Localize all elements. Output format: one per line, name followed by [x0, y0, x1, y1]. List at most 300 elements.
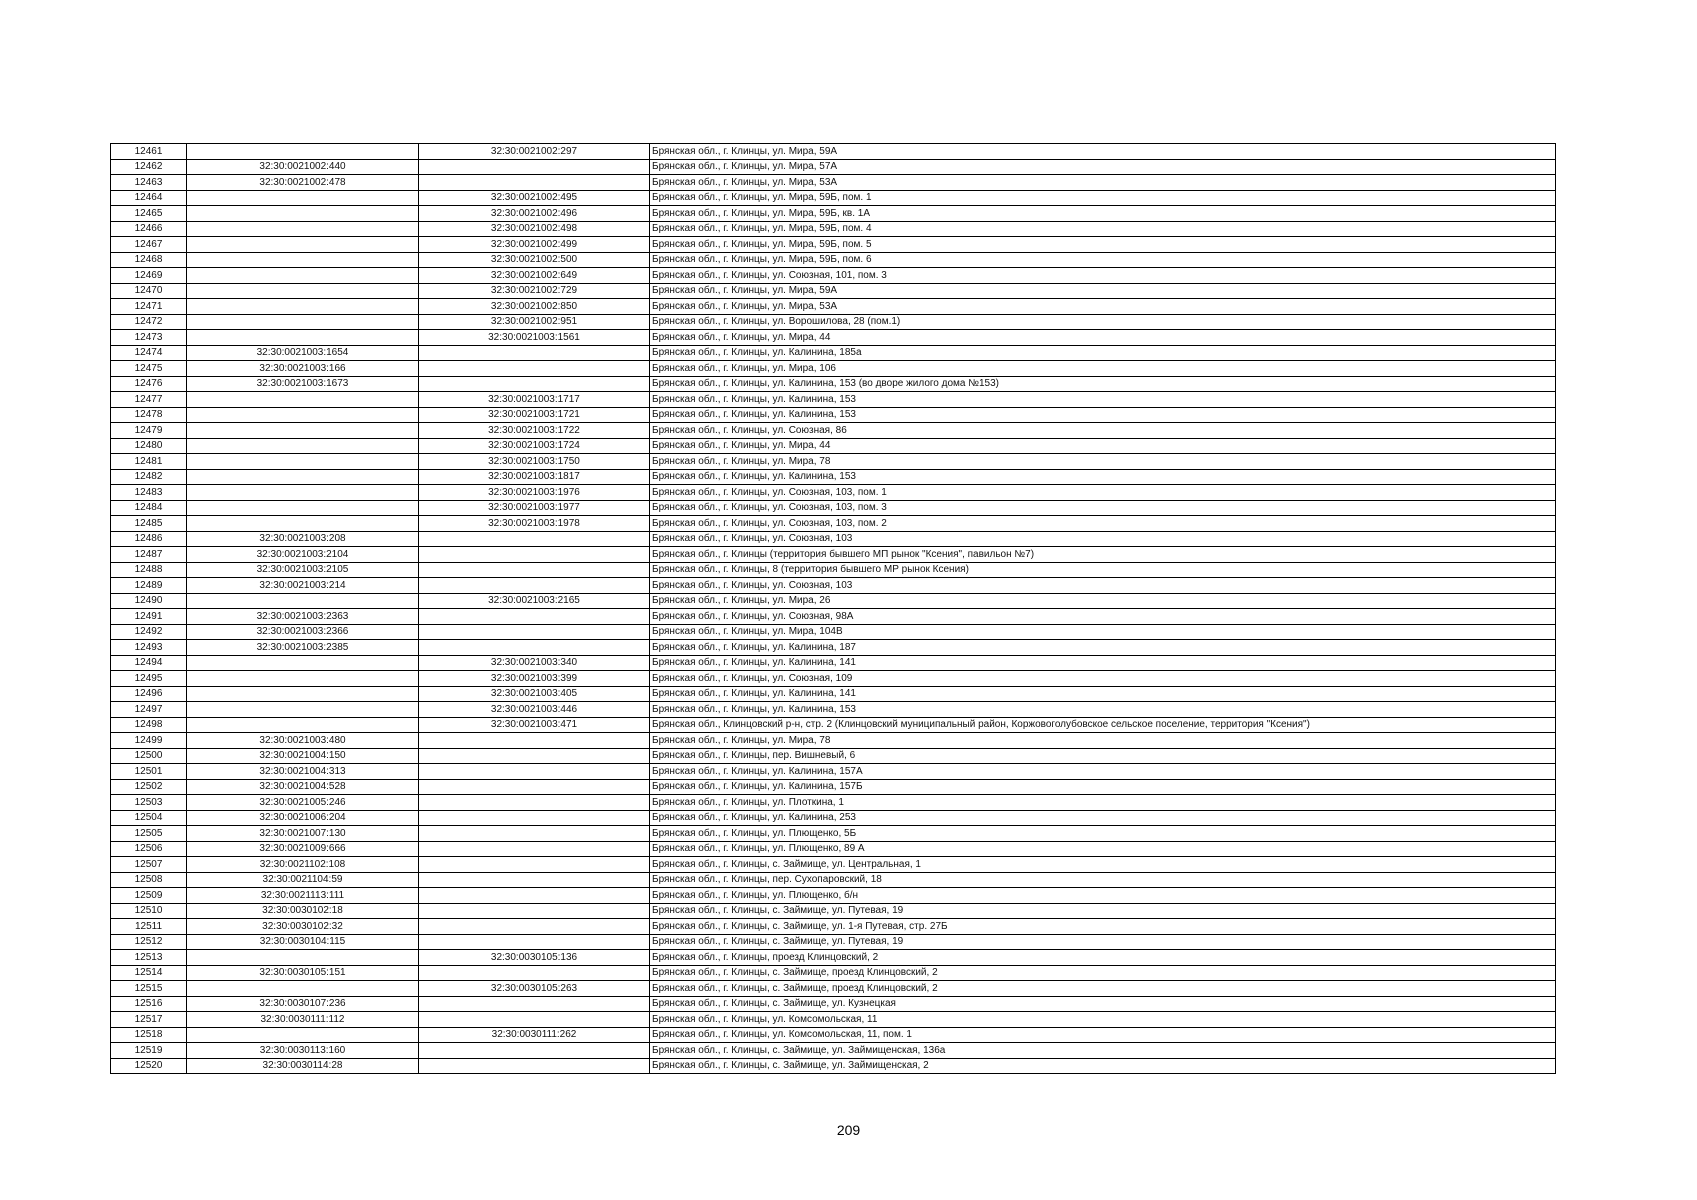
cadastral-number-alt-cell — [419, 562, 650, 578]
cadastral-number-alt-cell — [419, 965, 650, 981]
row-number-cell: 12481 — [111, 454, 187, 470]
row-number-cell: 12491 — [111, 609, 187, 625]
cadastral-number-alt-cell — [419, 748, 650, 764]
cadastral-number-alt-cell — [419, 826, 650, 842]
cadastral-number-alt-cell — [419, 609, 650, 625]
cadastral-number-cell: 32:30:0021004:528 — [187, 779, 419, 795]
cadastral-number-alt-cell — [419, 888, 650, 904]
cadastral-number-cell: 32:30:0021003:480 — [187, 733, 419, 749]
row-number-cell: 12503 — [111, 795, 187, 811]
table-row — [111, 671, 1556, 687]
cadastral-number-alt-cell: 32:30:0021002:498 — [419, 221, 650, 237]
table-row — [111, 345, 1556, 361]
address-cell: Брянская обл., г. Клинцы, ул. Мира, 104В — [650, 624, 1556, 640]
table-row — [111, 733, 1556, 749]
row-number-cell: 12505 — [111, 826, 187, 842]
cadastral-number-alt-cell — [419, 624, 650, 640]
cadastral-number-alt-cell: 32:30:0021003:1717 — [419, 392, 650, 408]
address-cell: Брянская обл., г. Клинцы, ул. Мира, 59А — [650, 144, 1556, 160]
cadastral-number-alt-cell — [419, 175, 650, 191]
cadastral-number-alt-cell — [419, 841, 650, 857]
row-number-cell: 12463 — [111, 175, 187, 191]
cadastral-number-alt-cell: 32:30:0021003:1817 — [419, 469, 650, 485]
address-cell: Брянская обл., г. Клинцы, ул. Мира, 59Б, пом. 4 — [650, 221, 1556, 237]
cadastral-number-alt-cell: 32:30:0021003:405 — [419, 686, 650, 702]
cadastral-number-alt-cell: 32:30:0021002:649 — [419, 268, 650, 284]
table-row — [111, 268, 1556, 284]
address-cell: Брянская обл., г. Клинцы (территория бывшего МП рынок "Ксения", павильон №7) — [650, 547, 1556, 563]
cadastral-number-cell: 32:30:0021003:2385 — [187, 640, 419, 656]
cadastral-number-cell: 32:30:0021005:246 — [187, 795, 419, 811]
cadastral-number-cell — [187, 702, 419, 718]
row-number-cell: 12520 — [111, 1058, 187, 1074]
address-cell: Брянская обл., г. Клинцы, ул. Союзная, 98А — [650, 609, 1556, 625]
cadastral-number-alt-cell: 32:30:0021002:729 — [419, 283, 650, 299]
row-number-cell: 12509 — [111, 888, 187, 904]
row-number-cell: 12484 — [111, 500, 187, 516]
cadastral-number-cell: 32:30:0021007:130 — [187, 826, 419, 842]
table-row — [111, 330, 1556, 346]
cadastral-number-cell: 32:30:0021104:59 — [187, 872, 419, 888]
cadastral-number-cell: 32:30:0021003:166 — [187, 361, 419, 377]
row-number-cell: 12466 — [111, 221, 187, 237]
cadastral-number-cell: 32:30:0021006:204 — [187, 810, 419, 826]
row-number-cell: 12471 — [111, 299, 187, 315]
cadastral-number-alt-cell — [419, 779, 650, 795]
cadastral-number-cell — [187, 330, 419, 346]
cadastral-number-alt-cell: 32:30:0021002:496 — [419, 206, 650, 222]
table-row — [111, 779, 1556, 795]
cadastral-number-cell — [187, 516, 419, 532]
cadastral-number-cell: 32:30:0021102:108 — [187, 857, 419, 873]
address-cell: Брянская обл., г. Клинцы, ул. Мира, 59Б, пом. 6 — [650, 252, 1556, 268]
cadastral-number-cell — [187, 268, 419, 284]
address-cell: Брянская обл., г. Клинцы, ул. Калинина, 141 — [650, 686, 1556, 702]
cadastral-number-cell — [187, 500, 419, 516]
table-row — [111, 407, 1556, 423]
cadastral-number-cell: 32:30:0021004:150 — [187, 748, 419, 764]
row-number-cell: 12499 — [111, 733, 187, 749]
row-number-cell: 12490 — [111, 593, 187, 609]
row-number-cell: 12514 — [111, 965, 187, 981]
row-number-cell: 12492 — [111, 624, 187, 640]
row-number-cell: 12469 — [111, 268, 187, 284]
table-row — [111, 919, 1556, 935]
cadastral-number-cell — [187, 407, 419, 423]
table-row — [111, 361, 1556, 377]
cadastral-number-cell: 32:30:0030111:112 — [187, 1012, 419, 1028]
cadastral-number-alt-cell: 32:30:0021003:1721 — [419, 407, 650, 423]
table-row — [111, 903, 1556, 919]
cadastral-number-cell — [187, 485, 419, 501]
cadastral-number-alt-cell: 32:30:0021003:1976 — [419, 485, 650, 501]
address-cell: Брянская обл., г. Клинцы, ул. Калинина, 187 — [650, 640, 1556, 656]
cadastral-number-alt-cell: 32:30:0021002:499 — [419, 237, 650, 253]
row-number-cell: 12502 — [111, 779, 187, 795]
table-row — [111, 299, 1556, 315]
address-cell: Брянская обл., г. Клинцы, с. Займище, проезд Клинцовский, 2 — [650, 981, 1556, 997]
cadastral-number-cell: 32:30:0021003:2105 — [187, 562, 419, 578]
cadastral-number-cell: 32:30:0021113:111 — [187, 888, 419, 904]
row-number-cell: 12478 — [111, 407, 187, 423]
address-cell: Брянская обл., г. Клинцы, ул. Мира, 57А — [650, 159, 1556, 175]
table-row — [111, 888, 1556, 904]
row-number-cell: 12477 — [111, 392, 187, 408]
table-row — [111, 516, 1556, 532]
cadastral-number-alt-cell: 32:30:0021002:495 — [419, 190, 650, 206]
cadastral-number-cell — [187, 1027, 419, 1043]
address-cell: Брянская обл., г. Клинцы, ул. Мира, 44 — [650, 330, 1556, 346]
cadastral-number-alt-cell — [419, 1058, 650, 1074]
table-row — [111, 392, 1556, 408]
address-cell: Брянская обл., г. Клинцы, ул. Калинина, 185а — [650, 345, 1556, 361]
address-cell: Брянская обл., г. Клинцы, ул. Плющенко, 5Б — [650, 826, 1556, 842]
table-row — [111, 547, 1556, 563]
page-number: 209 — [836, 1122, 861, 1138]
cadastral-number-cell: 32:30:0021003:1673 — [187, 376, 419, 392]
cadastral-number-alt-cell: 32:30:0021003:1978 — [419, 516, 650, 532]
row-number-cell: 12511 — [111, 919, 187, 935]
cadastral-number-alt-cell — [419, 376, 650, 392]
table-row — [111, 748, 1556, 764]
row-number-cell: 12475 — [111, 361, 187, 377]
cadastral-number-alt-cell: 32:30:0021003:1750 — [419, 454, 650, 470]
table-row — [111, 841, 1556, 857]
row-number-cell: 12468 — [111, 252, 187, 268]
row-number-cell: 12512 — [111, 934, 187, 950]
address-cell: Брянская обл., г. Клинцы, проезд Клинцовский, 2 — [650, 950, 1556, 966]
cadastral-number-cell — [187, 438, 419, 454]
address-cell: Брянская обл., г. Клинцы, ул. Мира, 78 — [650, 454, 1556, 470]
address-cell: Брянская обл., г. Клинцы, с. Займище, ул. Займищенская, 2 — [650, 1058, 1556, 1074]
row-number-cell: 12496 — [111, 686, 187, 702]
address-cell: Брянская обл., г. Клинцы, ул. Ворошилова, 28 (пом.1) — [650, 314, 1556, 330]
row-number-cell: 12485 — [111, 516, 187, 532]
row-number-cell: 12498 — [111, 717, 187, 733]
cadastral-number-alt-cell: 32:30:0021003:446 — [419, 702, 650, 718]
cadastral-number-alt-cell — [419, 578, 650, 594]
row-number-cell: 12474 — [111, 345, 187, 361]
cadastral-number-alt-cell — [419, 547, 650, 563]
address-cell: Брянская обл., г. Клинцы, ул. Союзная, 103, пом. 2 — [650, 516, 1556, 532]
cadastral-number-alt-cell: 32:30:0021003:340 — [419, 655, 650, 671]
cadastral-number-alt-cell: 32:30:0021002:850 — [419, 299, 650, 315]
cadastral-number-cell: 32:30:0030102:18 — [187, 903, 419, 919]
address-cell: Брянская обл., г. Клинцы, ул. Союзная, 103, пом. 1 — [650, 485, 1556, 501]
table-row — [111, 1043, 1556, 1059]
table-row — [111, 454, 1556, 470]
address-cell: Брянская обл., г. Клинцы, ул. Мира, 26 — [650, 593, 1556, 609]
table-row — [111, 810, 1556, 826]
address-cell: Брянская обл., г. Клинцы, ул. Калинина, 157Б — [650, 779, 1556, 795]
address-cell: Брянская обл., г. Клинцы, ул. Калинина, 141 — [650, 655, 1556, 671]
cadastral-number-alt-cell: 32:30:0021002:951 — [419, 314, 650, 330]
cadastral-number-cell: 32:30:0021003:1654 — [187, 345, 419, 361]
table-row — [111, 655, 1556, 671]
address-cell: Брянская обл., г. Клинцы, ул. Плющенко, 89 А — [650, 841, 1556, 857]
table-row — [111, 221, 1556, 237]
table-row — [111, 624, 1556, 640]
cadastral-number-cell — [187, 206, 419, 222]
address-cell: Брянская обл., г. Клинцы, ул. Калинина, 153 — [650, 407, 1556, 423]
cadastral-number-cell — [187, 392, 419, 408]
address-cell: Брянская обл., г. Клинцы, ул. Мира, 44 — [650, 438, 1556, 454]
registry-table-body — [111, 144, 1556, 1074]
table-row — [111, 826, 1556, 842]
address-cell: Брянская обл., г. Клинцы, пер. Сухопаровский, 18 — [650, 872, 1556, 888]
table-row — [111, 237, 1556, 253]
address-cell: Брянская обл., г. Клинцы, ул. Мира, 53А — [650, 175, 1556, 191]
cadastral-number-cell: 32:30:0021003:2366 — [187, 624, 419, 640]
table-row — [111, 702, 1556, 718]
cadastral-number-cell — [187, 299, 419, 315]
table-row — [111, 376, 1556, 392]
address-cell: Брянская обл., г. Клинцы, 8 (территория бывшего МР рынок Ксения) — [650, 562, 1556, 578]
table-row — [111, 485, 1556, 501]
row-number-cell: 12472 — [111, 314, 187, 330]
cadastral-number-cell: 32:30:0021003:208 — [187, 531, 419, 547]
cadastral-number-cell: 32:30:0030114:28 — [187, 1058, 419, 1074]
cadastral-number-alt-cell — [419, 361, 650, 377]
address-cell: Брянская обл., г. Клинцы, с. Займище, проезд Клинцовский, 2 — [650, 965, 1556, 981]
row-number-cell: 12506 — [111, 841, 187, 857]
cadastral-number-cell — [187, 283, 419, 299]
address-cell: Брянская обл., г. Клинцы, ул. Калинина, 157А — [650, 764, 1556, 780]
cadastral-number-alt-cell — [419, 919, 650, 935]
address-cell: Брянская обл., г. Клинцы, пер. Вишневый, 6 — [650, 748, 1556, 764]
address-cell: Брянская обл., г. Клинцы, ул. Союзная, 103 — [650, 531, 1556, 547]
row-number-cell: 12507 — [111, 857, 187, 873]
address-cell: Брянская обл., г. Клинцы, с. Займище, ул. Кузнецкая — [650, 996, 1556, 1012]
cadastral-number-alt-cell — [419, 733, 650, 749]
row-number-cell: 12515 — [111, 981, 187, 997]
cadastral-number-alt-cell — [419, 857, 650, 873]
address-cell: Брянская обл., г. Клинцы, с. Займище, ул. 1-я Путевая, стр. 27Б — [650, 919, 1556, 935]
cadastral-number-cell — [187, 655, 419, 671]
table-row — [111, 965, 1556, 981]
cadastral-number-cell: 32:30:0021002:478 — [187, 175, 419, 191]
cadastral-number-alt-cell — [419, 1043, 650, 1059]
row-number-cell: 12516 — [111, 996, 187, 1012]
cadastral-number-alt-cell — [419, 903, 650, 919]
table-row — [111, 1027, 1556, 1043]
cadastral-number-cell: 32:30:0030102:32 — [187, 919, 419, 935]
cadastral-number-alt-cell: 32:30:0021003:399 — [419, 671, 650, 687]
table-row — [111, 190, 1556, 206]
address-cell: Брянская обл., г. Клинцы, ул. Плющенко, б/н — [650, 888, 1556, 904]
row-number-cell: 12482 — [111, 469, 187, 485]
address-cell: Брянская обл., г. Клинцы, ул. Плоткина, 1 — [650, 795, 1556, 811]
row-number-cell: 12519 — [111, 1043, 187, 1059]
cadastral-number-cell — [187, 717, 419, 733]
row-number-cell: 12487 — [111, 547, 187, 563]
cadastral-number-cell — [187, 314, 419, 330]
table-row — [111, 686, 1556, 702]
cadastral-number-alt-cell: 32:30:0021003:471 — [419, 717, 650, 733]
table-row — [111, 593, 1556, 609]
table-row — [111, 562, 1556, 578]
table-row — [111, 764, 1556, 780]
address-cell: Брянская обл., г. Клинцы, ул. Мира, 78 — [650, 733, 1556, 749]
table-row — [111, 438, 1556, 454]
cadastral-number-cell — [187, 144, 419, 160]
cadastral-number-cell — [187, 593, 419, 609]
cadastral-number-cell: 32:30:0021003:214 — [187, 578, 419, 594]
table-row — [111, 717, 1556, 733]
cadastral-number-cell — [187, 454, 419, 470]
cadastral-number-cell: 32:30:0030113:160 — [187, 1043, 419, 1059]
row-number-cell: 12518 — [111, 1027, 187, 1043]
cadastral-number-alt-cell — [419, 531, 650, 547]
row-number-cell: 12493 — [111, 640, 187, 656]
cadastral-number-alt-cell — [419, 934, 650, 950]
table-row — [111, 857, 1556, 873]
address-cell: Брянская обл., г. Клинцы, ул. Союзная, 86 — [650, 423, 1556, 439]
cadastral-number-cell — [187, 252, 419, 268]
address-cell: Брянская обл., г. Клинцы, ул. Мира, 53А — [650, 299, 1556, 315]
address-cell: Брянская обл., г. Клинцы, ул. Калинина, 153 — [650, 392, 1556, 408]
address-cell: Брянская обл., г. Клинцы, с. Займище, ул. Путевая, 19 — [650, 903, 1556, 919]
address-cell: Брянская обл., г. Клинцы, ул. Калинина, 253 — [650, 810, 1556, 826]
cadastral-number-alt-cell — [419, 810, 650, 826]
table-row — [111, 206, 1556, 222]
row-number-cell: 12486 — [111, 531, 187, 547]
table-row — [111, 795, 1556, 811]
cadastral-number-alt-cell: 32:30:0021002:297 — [419, 144, 650, 160]
table-row — [111, 996, 1556, 1012]
cadastral-number-alt-cell: 32:30:0021003:1977 — [419, 500, 650, 516]
address-cell: Брянская обл., г. Клинцы, ул. Калинина, 153 — [650, 702, 1556, 718]
cadastral-number-cell: 32:30:0021003:2104 — [187, 547, 419, 563]
table-row — [111, 981, 1556, 997]
cadastral-number-alt-cell: 32:30:0030105:263 — [419, 981, 650, 997]
table-row — [111, 872, 1556, 888]
address-cell: Брянская обл., г. Клинцы, ул. Калинина, 153 (во дворе жилого дома №153) — [650, 376, 1556, 392]
cadastral-number-cell — [187, 423, 419, 439]
row-number-cell: 12489 — [111, 578, 187, 594]
address-cell: Брянская обл., г. Клинцы, ул. Мира, 59Б, пом. 1 — [650, 190, 1556, 206]
row-number-cell: 12465 — [111, 206, 187, 222]
row-number-cell: 12497 — [111, 702, 187, 718]
table-row — [111, 252, 1556, 268]
cadastral-number-cell — [187, 221, 419, 237]
address-cell: Брянская обл., г. Клинцы, ул. Союзная, 103 — [650, 578, 1556, 594]
row-number-cell: 12480 — [111, 438, 187, 454]
cadastral-number-cell: 32:30:0021004:313 — [187, 764, 419, 780]
cadastral-number-alt-cell — [419, 159, 650, 175]
row-number-cell: 12476 — [111, 376, 187, 392]
address-cell: Брянская обл., г. Клинцы, ул. Союзная, 109 — [650, 671, 1556, 687]
address-cell: Брянская обл., г. Клинцы, ул. Мира, 59Б, кв. 1А — [650, 206, 1556, 222]
cadastral-number-alt-cell — [419, 345, 650, 361]
row-number-cell: 12510 — [111, 903, 187, 919]
table-row — [111, 283, 1556, 299]
row-number-cell: 12513 — [111, 950, 187, 966]
cadastral-number-alt-cell — [419, 996, 650, 1012]
row-number-cell: 12501 — [111, 764, 187, 780]
row-number-cell: 12508 — [111, 872, 187, 888]
cadastral-number-alt-cell: 32:30:0021003:1722 — [419, 423, 650, 439]
table-row — [111, 950, 1556, 966]
table-row — [111, 640, 1556, 656]
row-number-cell: 12464 — [111, 190, 187, 206]
cadastral-number-cell — [187, 190, 419, 206]
cadastral-number-cell — [187, 950, 419, 966]
address-cell: Брянская обл., г. Клинцы, ул. Калинина, 153 — [650, 469, 1556, 485]
address-cell: Брянская обл., Клинцовский р-н, стр. 2 (Клинцовский муниципальный район, Коржовоголубовское сельское поселение, территория "Ксения") — [650, 717, 1556, 733]
row-number-cell: 12479 — [111, 423, 187, 439]
cadastral-number-cell — [187, 469, 419, 485]
cadastral-number-alt-cell — [419, 764, 650, 780]
table-row — [111, 1012, 1556, 1028]
table-row — [111, 609, 1556, 625]
address-cell: Брянская обл., г. Клинцы, с. Займище, ул. Займищенская, 136а — [650, 1043, 1556, 1059]
cadastral-number-alt-cell: 32:30:0030105:136 — [419, 950, 650, 966]
cadastral-number-cell — [187, 686, 419, 702]
cadastral-number-alt-cell: 32:30:0021002:500 — [419, 252, 650, 268]
cadastral-number-cell — [187, 981, 419, 997]
address-cell: Брянская обл., г. Клинцы, ул. Мира, 59А — [650, 283, 1556, 299]
row-number-cell: 12500 — [111, 748, 187, 764]
address-cell: Брянская обл., г. Клинцы, ул. Комсомольская, 11 — [650, 1012, 1556, 1028]
row-number-cell: 12488 — [111, 562, 187, 578]
address-cell: Брянская обл., г. Клинцы, с. Займище, ул. Центральная, 1 — [650, 857, 1556, 873]
cadastral-number-cell: 32:30:0021003:2363 — [187, 609, 419, 625]
cadastral-number-cell — [187, 237, 419, 253]
row-number-cell: 12495 — [111, 671, 187, 687]
table-row — [111, 469, 1556, 485]
cadastral-number-alt-cell — [419, 1012, 650, 1028]
table-row — [111, 314, 1556, 330]
table-row — [111, 934, 1556, 950]
cadastral-number-cell: 32:30:0021002:440 — [187, 159, 419, 175]
registry-table — [110, 143, 1556, 1074]
cadastral-number-alt-cell: 32:30:0030111:262 — [419, 1027, 650, 1043]
cadastral-number-cell: 32:30:0030105:151 — [187, 965, 419, 981]
table-row — [111, 531, 1556, 547]
row-number-cell: 12517 — [111, 1012, 187, 1028]
cadastral-number-cell: 32:30:0030107:236 — [187, 996, 419, 1012]
table-row — [111, 159, 1556, 175]
cadastral-number-cell — [187, 671, 419, 687]
table-row — [111, 578, 1556, 594]
address-cell: Брянская обл., г. Клинцы, с. Займище, ул. Путевая, 19 — [650, 934, 1556, 950]
row-number-cell: 12467 — [111, 237, 187, 253]
address-cell: Брянская обл., г. Клинцы, ул. Союзная, 101, пом. 3 — [650, 268, 1556, 284]
table-row — [111, 1058, 1556, 1074]
row-number-cell: 12494 — [111, 655, 187, 671]
cadastral-number-alt-cell — [419, 640, 650, 656]
table-row — [111, 423, 1556, 439]
cadastral-number-alt-cell — [419, 872, 650, 888]
cadastral-number-alt-cell — [419, 795, 650, 811]
row-number-cell: 12483 — [111, 485, 187, 501]
cadastral-number-alt-cell: 32:30:0021003:1561 — [419, 330, 650, 346]
cadastral-number-cell: 32:30:0030104:115 — [187, 934, 419, 950]
table-row — [111, 175, 1556, 191]
cadastral-number-cell: 32:30:0021009:666 — [187, 841, 419, 857]
address-cell: Брянская обл., г. Клинцы, ул. Комсомольская, 11, пом. 1 — [650, 1027, 1556, 1043]
row-number-cell: 12470 — [111, 283, 187, 299]
row-number-cell: 12461 — [111, 144, 187, 160]
address-cell: Брянская обл., г. Клинцы, ул. Союзная, 103, пом. 3 — [650, 500, 1556, 516]
cadastral-number-alt-cell: 32:30:0021003:1724 — [419, 438, 650, 454]
row-number-cell: 12462 — [111, 159, 187, 175]
table-row — [111, 500, 1556, 516]
row-number-cell: 12504 — [111, 810, 187, 826]
cadastral-number-alt-cell: 32:30:0021003:2165 — [419, 593, 650, 609]
table-row — [111, 144, 1556, 160]
